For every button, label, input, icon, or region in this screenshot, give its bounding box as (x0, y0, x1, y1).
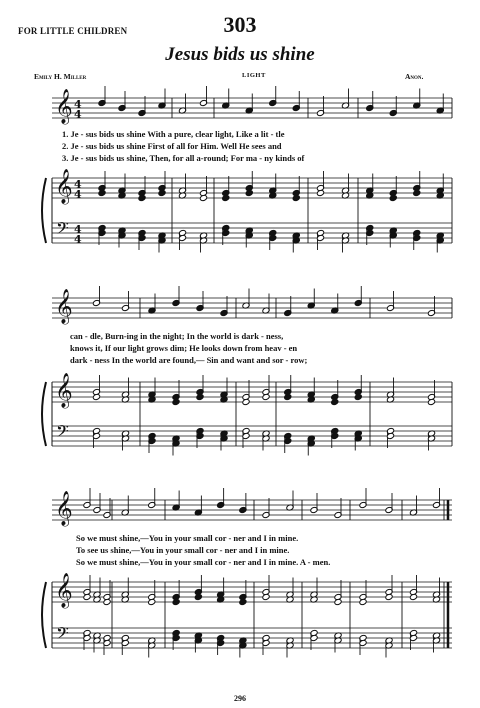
brace (42, 382, 46, 446)
treble-clef-icon: 𝄞 (55, 289, 73, 324)
treble-clef-icon: 𝄞 (55, 89, 73, 124)
lyric-verse-1: can - dle, Burn-ing in the night; In the world is dark - ness, (70, 331, 284, 341)
time-signature: 4 (74, 178, 82, 191)
treble-clef-icon: 𝄞 (55, 573, 73, 608)
bass-clef-icon: 𝄢 (56, 421, 69, 445)
tempo-marking: LIGHT (242, 72, 266, 79)
author-credit: Emily H. Miller (34, 72, 87, 81)
time-signature: 4 (74, 98, 82, 111)
lyric-verse-3: So we must shine,—You in your small cor - ner and I in mine. A - men. (76, 557, 331, 567)
hymn-number: 303 (223, 12, 257, 37)
page-number: 296 (234, 694, 246, 703)
lyric-verse-1: So we must shine,—You in your small cor - ner and I in mine. (76, 533, 299, 543)
lyric-verse-2: knows it, If our light grows dim; He looks down from heav - en (70, 343, 298, 353)
time-signature: 4 (74, 108, 82, 121)
time-signature: 4 (74, 233, 82, 246)
treble-clef-icon: 𝄞 (55, 169, 73, 204)
time-signature: 4 (74, 188, 82, 201)
bass-clef-icon: 𝄢 (56, 623, 69, 647)
lyric-verse-2: To see us shine,—You in your small cor - ner and I in mine. (76, 545, 290, 555)
composer-credit: Anon. (405, 72, 424, 81)
treble-clef-icon: 𝄞 (55, 373, 73, 408)
time-signature: 4 (74, 223, 82, 236)
lyric-verse-2: 2. Je - sus bids us shine First of all for Him. Well He sees and (62, 141, 282, 151)
hymn-title: Jesus bids us shine (165, 44, 315, 65)
section-heading: FOR LITTLE CHILDREN (18, 26, 128, 36)
lyric-verse-3: dark - ness In the world are found,— Sin and want and sor - row; (70, 355, 308, 365)
brace (42, 582, 46, 648)
treble-clef-icon: 𝄞 (55, 491, 73, 526)
bass-clef-icon: 𝄢 (56, 218, 69, 242)
lyric-verse-3: 3. Je - sus bids us shine, Then, for all a-round; For ma - ny kinds of (62, 153, 305, 163)
brace (42, 178, 46, 243)
lyric-verse-1: 1. Je - sus bids us shine With a pure, clear light, Like a lit - tle (62, 129, 285, 139)
